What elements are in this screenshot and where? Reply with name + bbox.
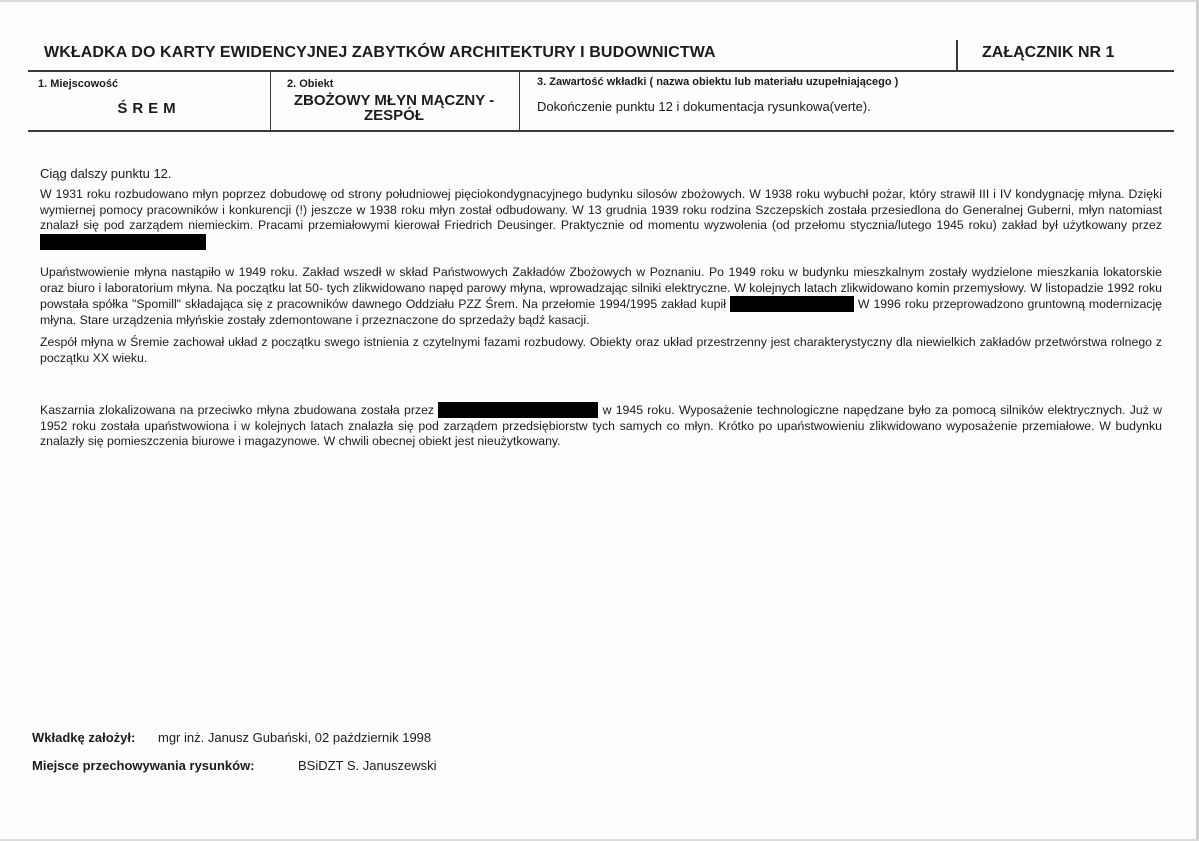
redaction-bar	[40, 234, 206, 250]
object-label: 2. Obiekt	[287, 78, 334, 90]
storage-row	[32, 758, 437, 773]
locality-value: ŚREM	[117, 100, 181, 117]
paragraph-3-text: Zespół młyna w Śremie zachował układ z początku swego istnienia z czytelnymi fazami rozbudowy. Obiekty oraz układ przestrzenny jest charakterystyczny dla niewielkich zakładów przetwórstwa rolnego z początku XX wieku.	[40, 335, 1162, 365]
paragraph-1-text: W 1931 roku rozbudowano młyn poprzez dobudowę od strony południowej pięciokondygnacyjnego budynku silosów zbożowych. W 1938 roku wybuchł pożar, który strawił III i IV kondygnację młyna. Dzięki wymiernej pomocy pracowników i konkurencji (!) jeszcze w 1938 roku młyn został odbudowany. W 13 grudnia 1939 roku rodzina Szczepskich została przesiedlona do Generalnej Guberni, młyn natomiast znalazł się pod zarządem niemieckim. Pracami przemiałowymi kierował Friedrich Deusinger. Praktycznie od momentu wyzwolenia (od przełomu stycznia/lutego 1945 roku) zakład był użytkowany przez	[40, 187, 1162, 232]
paragraph-2-text-end: W 1996 roku przeprowadzono gruntowną modernizację młyna. Stare urządzenia młyńskie zostały zdemontowane i przeznaczone do sprzedaży bądź kasacji.	[40, 297, 1163, 327]
paragraph-2	[40, 265, 1162, 328]
author-label: Wkładkę założył:	[32, 730, 136, 745]
paragraph-4	[40, 402, 1162, 450]
header-divider	[956, 40, 958, 70]
column-divider	[519, 72, 520, 130]
document-header	[28, 40, 1174, 72]
author-value: mgr inż. Janusz Gubański, 02 październik 1998	[158, 730, 432, 745]
scan-edge-top	[0, 0, 1199, 2]
paragraph-1	[40, 187, 1162, 250]
redaction-bar	[730, 296, 854, 312]
locality-label: 1. Miejscowość	[38, 78, 119, 90]
storage-label: Miejsce przechowywania rysunków:	[32, 758, 255, 773]
annex-number: ZAŁĄCZNIK NR 1	[982, 44, 1115, 61]
author-row	[32, 730, 432, 745]
redaction-bar	[438, 402, 598, 418]
column-divider	[270, 72, 271, 130]
document-title: WKŁADKA DO KARTY EWIDENCYJNEJ ZABYTKÓW ARCHITEKTURY I BUDOWNICTWA	[44, 44, 716, 61]
paragraph-3	[40, 335, 1162, 366]
content-value: Dokończenie punktu 12 i dokumentacja rysunkowa(verte).	[537, 99, 871, 114]
content-label: 3. Zawartość wkładki ( nazwa obiektu lub materiału uzupełniającego )	[537, 76, 899, 88]
storage-value: BSiDZT S. Januszewski	[298, 758, 437, 773]
object-value: ZBOŻOWY MŁYN MĄCZNY - ZESPÓŁ	[293, 92, 495, 124]
paragraph-4-text-start: Kaszarnia zlokalizowana na przeciwko młyna zbudowana została przez	[40, 403, 435, 417]
paragraph-4-text-end: w 1945 roku. Wyposażenie technologiczne napędzane było za pomocą silników elektrycznych. Już w 1952 roku została upaństwowiona i w kolejnych latach znalazła się pod zarządem przedsiębiorstw tych samych co młyn. Krótko po upaństwowieniu zlikwidowano wyposażenie przemiałowe. W budynku znalazły się pomieszczenia biurowe i magazynowe. W chwili obecnej obiekt jest nieużytkowany.	[40, 403, 1162, 448]
section-heading: Ciąg dalszy punktu 12.	[40, 166, 172, 181]
fields-table	[28, 72, 1174, 132]
paragraph-2-text-start: Upaństwowienie młyna nastąpiło w 1949 roku. Zakład wszedł w skład Państwowych Zakładów Zbożowych w Poznaniu. Po 1949 roku w budynku mieszkalnym zostały wydzielone mieszkania lokatorskie oraz biuro i laboratorium młyna. Na początku lat 50- tych zlikwidowano napęd parowy młyna, wprowadzając silniki elektryczne. W kolejnych latach zlikwidowano komin przemysłowy. W listopadzie 1992 roku powstała spółka "Spomill" składająca się z pracowników dawnego Oddziału PZZ Śrem. Na przełomie 1994/1995 zakład kupił	[40, 265, 1162, 311]
